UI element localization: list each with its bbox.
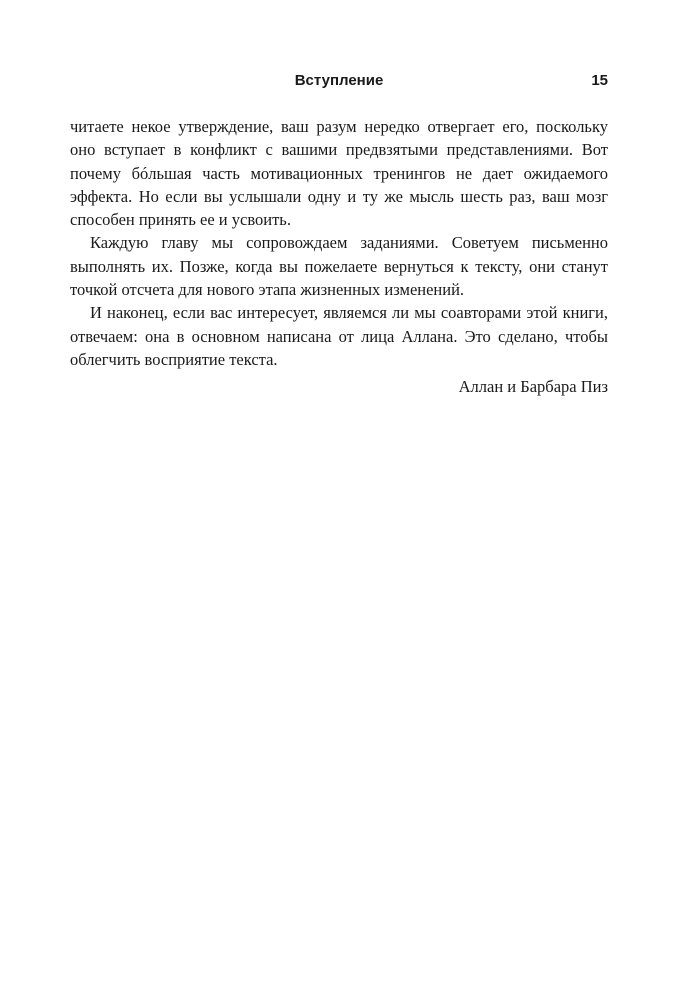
author-signature: Аллан и Барбара Пиз (458, 377, 608, 397)
paragraph-assignments: Каждую главу мы сопровождаем заданиями. Советуем письменно выполнять их. Позже, когда вы пожелаете вернуться к тексту, они станут точкой отсчета для нового этапа жизненных изменений. (70, 233, 608, 300)
paragraph-continuation: читаете некое утверждение, ваш разум нередко отвергает его, поскольку оно вступает в конфликт с вашими предвзятыми представлениями. Вот почему бóльшая часть мотивационных тренингов не дает ожидаемого эффекта. Но если вы услышали одну и ту же мысль шесть раз, ваш мозг способен принять ее и усвоить. (70, 117, 608, 230)
body-text (70, 115, 608, 399)
page-number: 15 (591, 72, 608, 89)
paragraph-authorship: И наконец, если вас интересует, являемся ли мы соавторами этой книги, отвечаем: она в основном написана от лица Аллана. Это сделано, чтобы облегчить восприятие текста. (70, 303, 608, 369)
chapter-title: Вступление (294, 72, 384, 89)
running-head (70, 72, 608, 92)
